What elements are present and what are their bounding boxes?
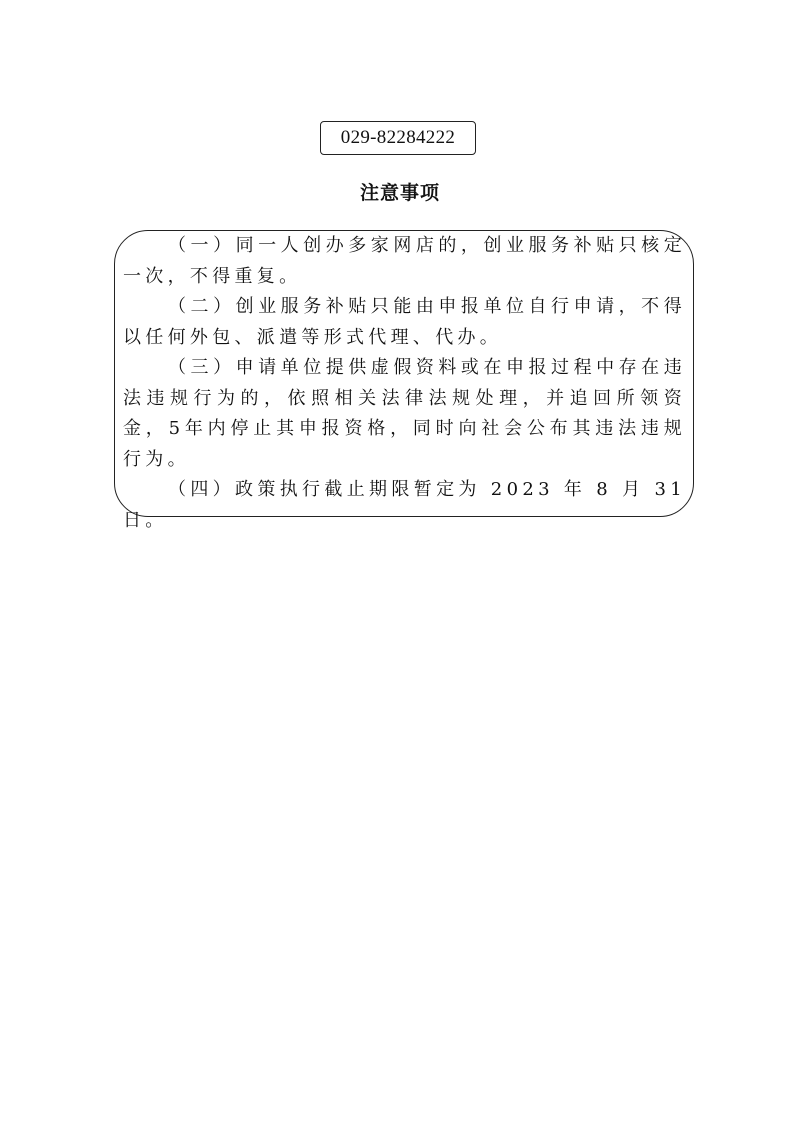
notice-box [114, 230, 694, 531]
notice-item-4: （四）政策执行截止期限暂定为 2023 年 8 月 31 日。 [123, 479, 686, 531]
phone-number-box [320, 121, 476, 155]
notice-item-1: （一）同一人创办多家网店的，创业服务补贴只核定一次，不得重复。 [123, 235, 686, 287]
notice-title: 注意事项 [359, 182, 440, 204]
notice-item-2: （二）创业服务补贴只能由申报单位自行申请，不得以任何外包、派遣等形式代理、代办。 [123, 296, 686, 348]
phone-number: 029-82284222 [340, 127, 456, 148]
notice-item-3: （三）申请单位提供虚假资料或在申报过程中存在违法违规行为的，依照相关法律法规处理，并追回所领资金，5年内停止其申报资格，同时向社会公布其违法违规行为。 [123, 357, 686, 470]
notice-text [123, 231, 686, 536]
